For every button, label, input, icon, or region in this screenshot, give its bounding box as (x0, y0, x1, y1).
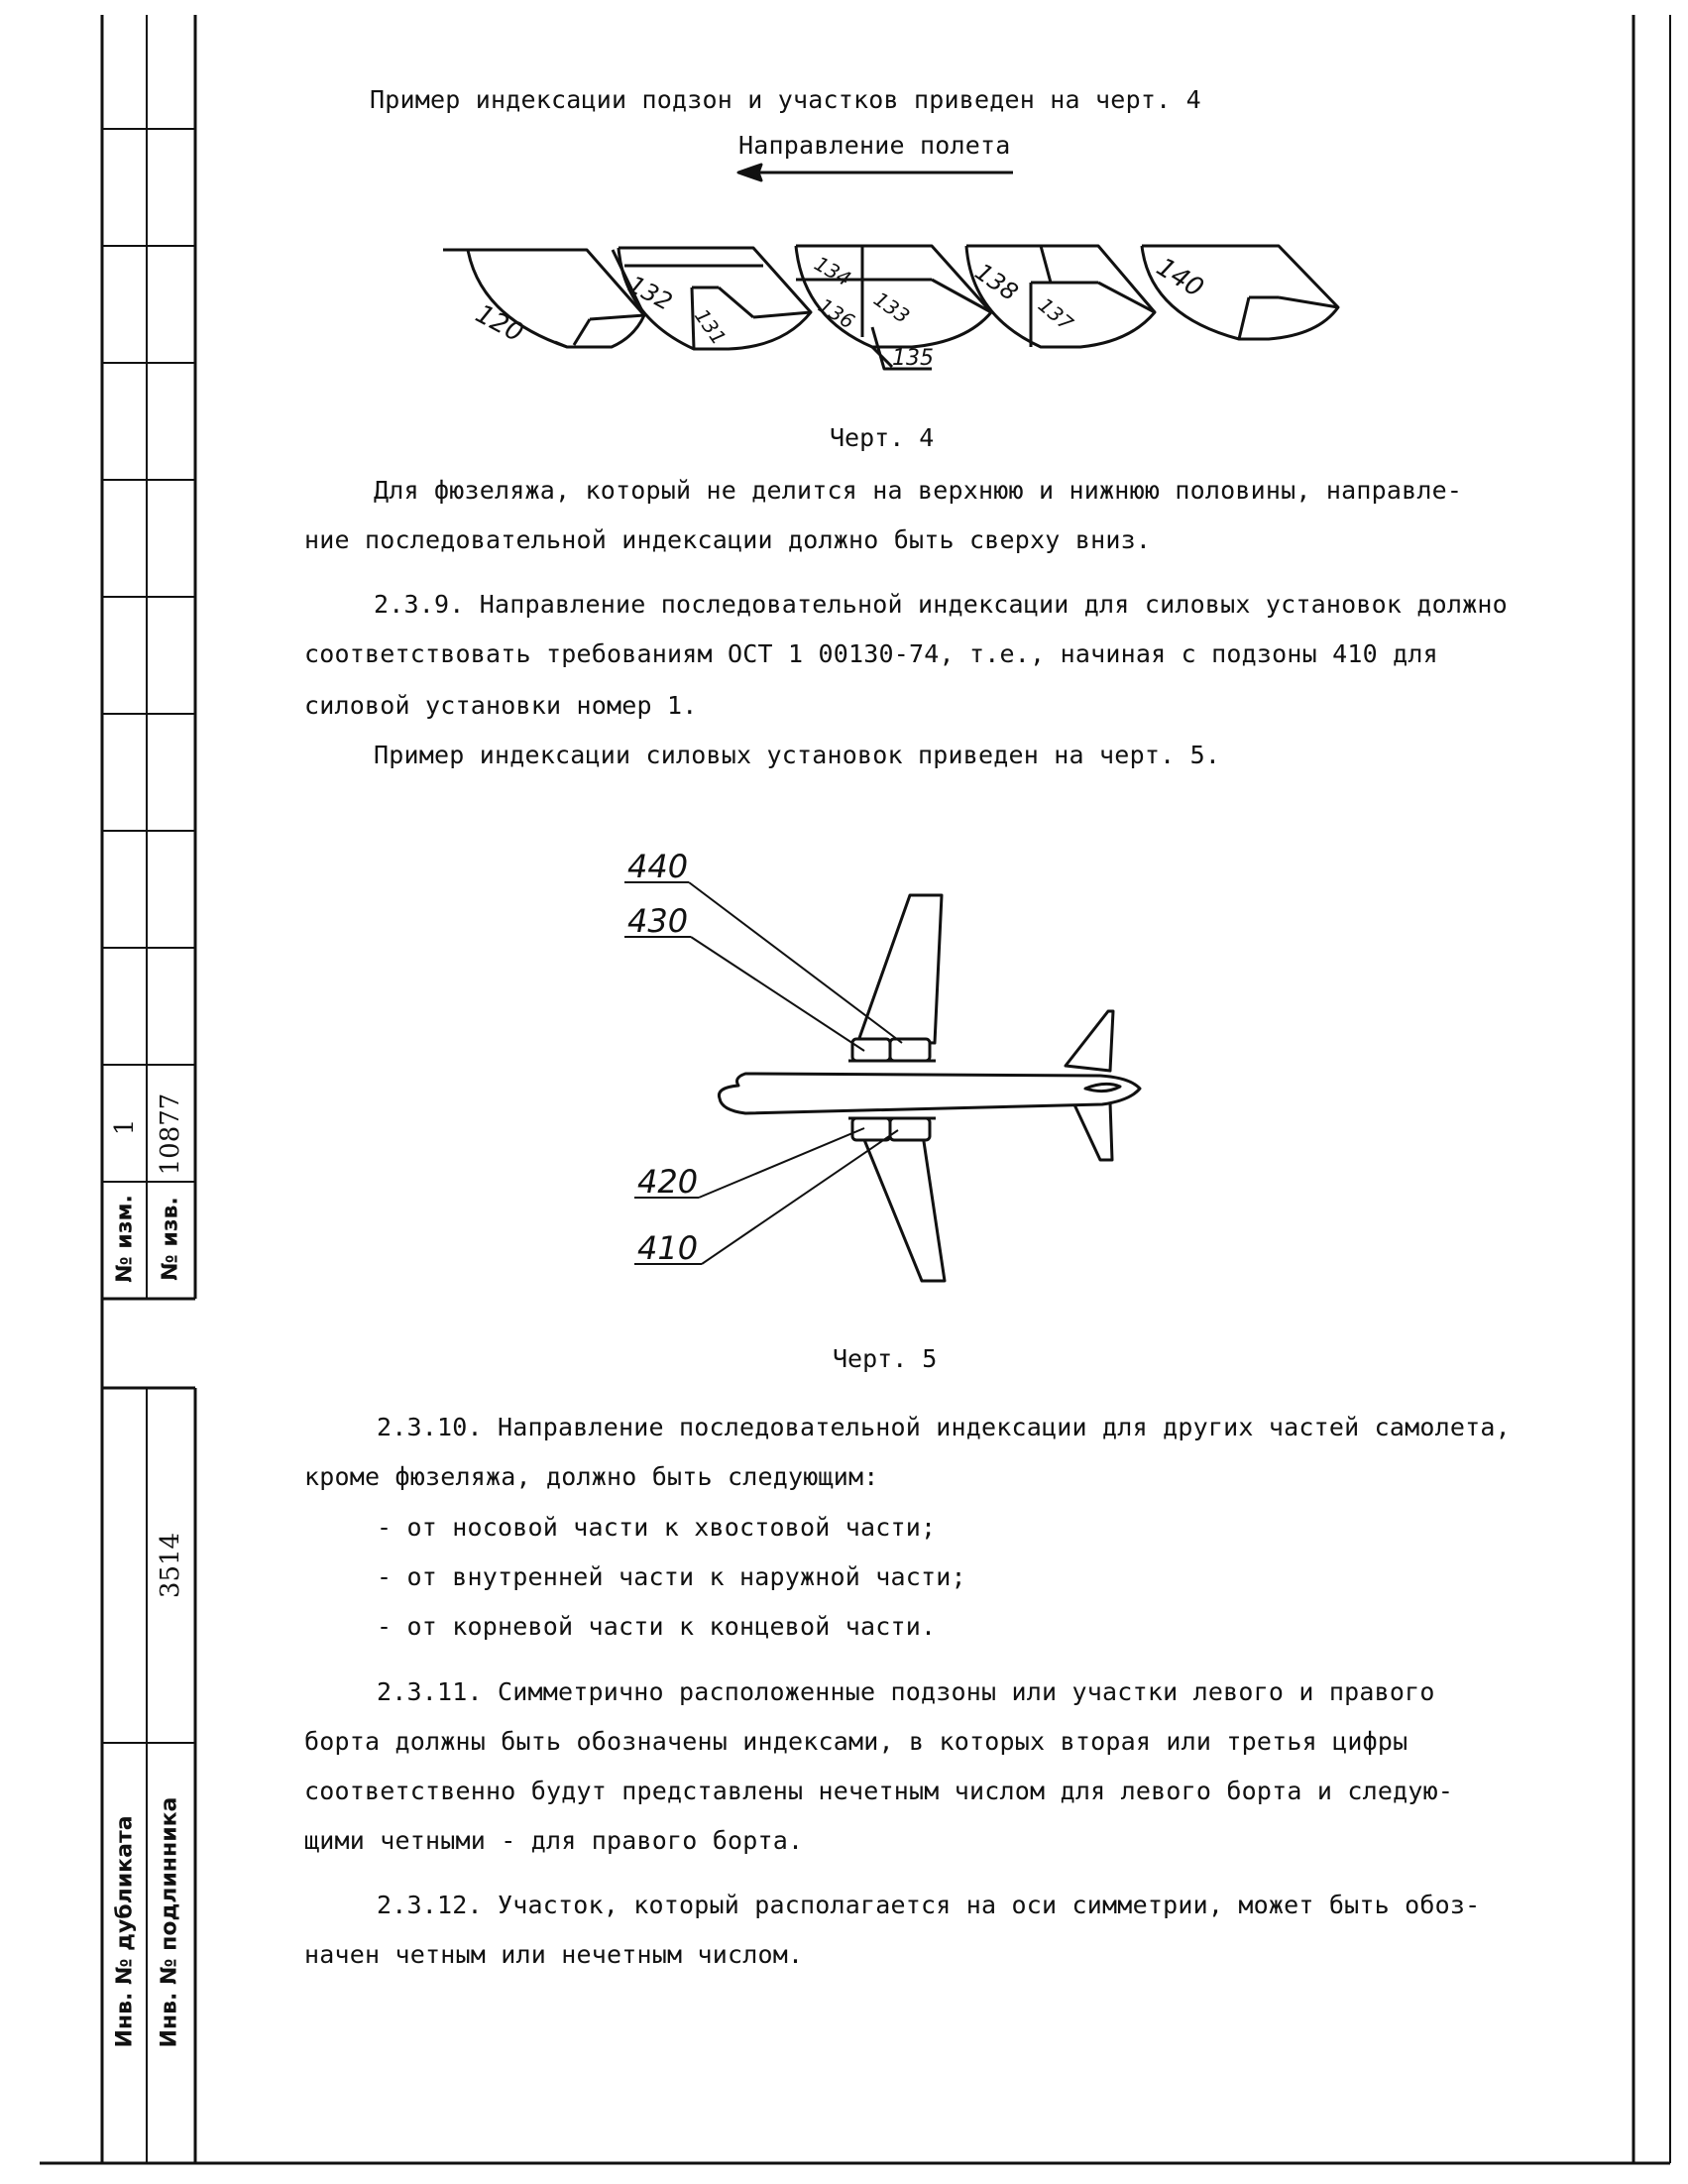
notice-no-value: 10877 (156, 1092, 185, 1176)
wing-upper (858, 895, 942, 1043)
label-410: 410 (637, 1229, 699, 1267)
label-133: 133 (869, 287, 915, 328)
engine-420 (852, 1118, 890, 1140)
para-2311-line4: щими четными - для правого борта. (304, 1826, 804, 1855)
para-239-line3: силовой установки номер 1. (304, 691, 698, 720)
para-2311-line1: 2.3.11. Симметрично расположенные подзоны или участки левого и правого (377, 1677, 1435, 1706)
engine-430 (852, 1039, 890, 1061)
para-2311-line2: борта должны быть обозначены индексами, в которых вторая или третья цифры (304, 1727, 1408, 1756)
original-inv-label: Инв. № подлинника (157, 1796, 182, 2048)
label-138: 138 (969, 257, 1024, 307)
label-430: 430 (627, 902, 689, 940)
label-420: 420 (637, 1163, 699, 1201)
example-engines-line: Пример индексации силовых установок приведен на черт. 5. (374, 741, 1221, 769)
para-239-line1: 2.3.9. Направление последовательной индексации для силовых установок должно (374, 590, 1508, 619)
fuselage-para-line2: ние последовательной индексации должно быть сверху вниз. (304, 525, 1152, 554)
flight-direction-label: Направление полета (738, 131, 1011, 160)
label-440: 440 (627, 848, 689, 885)
list-item-2: - от внутренней части к наружной части; (377, 1562, 966, 1591)
change-no-value: 1 (110, 1118, 140, 1136)
para-2311-line3: соответственно будут представлены нечетным числом для левого борта и следую- (304, 1777, 1454, 1805)
para-2310-line2: кроме фюзеляжа, должно быть следующим: (304, 1462, 879, 1491)
para-2312-line1: 2.3.12. Участок, который располагается на оси симметрии, может быть обоз- (377, 1891, 1481, 1919)
label-135: 135 (892, 346, 934, 371)
label-134: 134 (810, 251, 855, 291)
tail-upper (1066, 1011, 1113, 1071)
label-132: 132 (623, 270, 677, 316)
label-136: 136 (814, 292, 859, 334)
label-120: 120 (470, 298, 528, 349)
fig4-caption: Черт. 4 (830, 423, 935, 452)
list-item-1: - от носовой части к хвостовой части; (377, 1513, 937, 1542)
label-131: 131 (689, 304, 731, 350)
para-2312-line2: начен четным или нечетным числом. (304, 1940, 804, 1969)
original-inv-value: 3514 (156, 1532, 185, 1599)
label-140: 140 (1151, 252, 1209, 304)
fig5-caption: Черт. 5 (833, 1344, 938, 1373)
para-2310-line1: 2.3.10. Направление последовательной индексации для других частей самолета, (377, 1413, 1511, 1441)
list-item-3: - от корневой части к концевой части. (377, 1612, 937, 1641)
para-239-line2: соответствовать требованиям ОСТ 1 00130-74, т.е., начиная с подзоны 410 для (304, 639, 1438, 668)
engine-410 (890, 1118, 930, 1140)
label-137: 137 (1033, 292, 1078, 336)
tail-lower (1072, 1100, 1112, 1160)
duplicate-inv-label: Инв. № дубликата (112, 1815, 138, 2048)
engine-440 (890, 1039, 930, 1061)
notice-no-label: № изв. (158, 1197, 183, 1281)
change-no-label: № изм. (112, 1195, 138, 1283)
example-zones-line: Пример индексации подзон и участков приведен на черт. 4 (370, 85, 1201, 114)
fuselage-para-line1: Для фюзеляжа, который не делится на верхнюю и нижнюю половины, направле- (374, 476, 1463, 505)
